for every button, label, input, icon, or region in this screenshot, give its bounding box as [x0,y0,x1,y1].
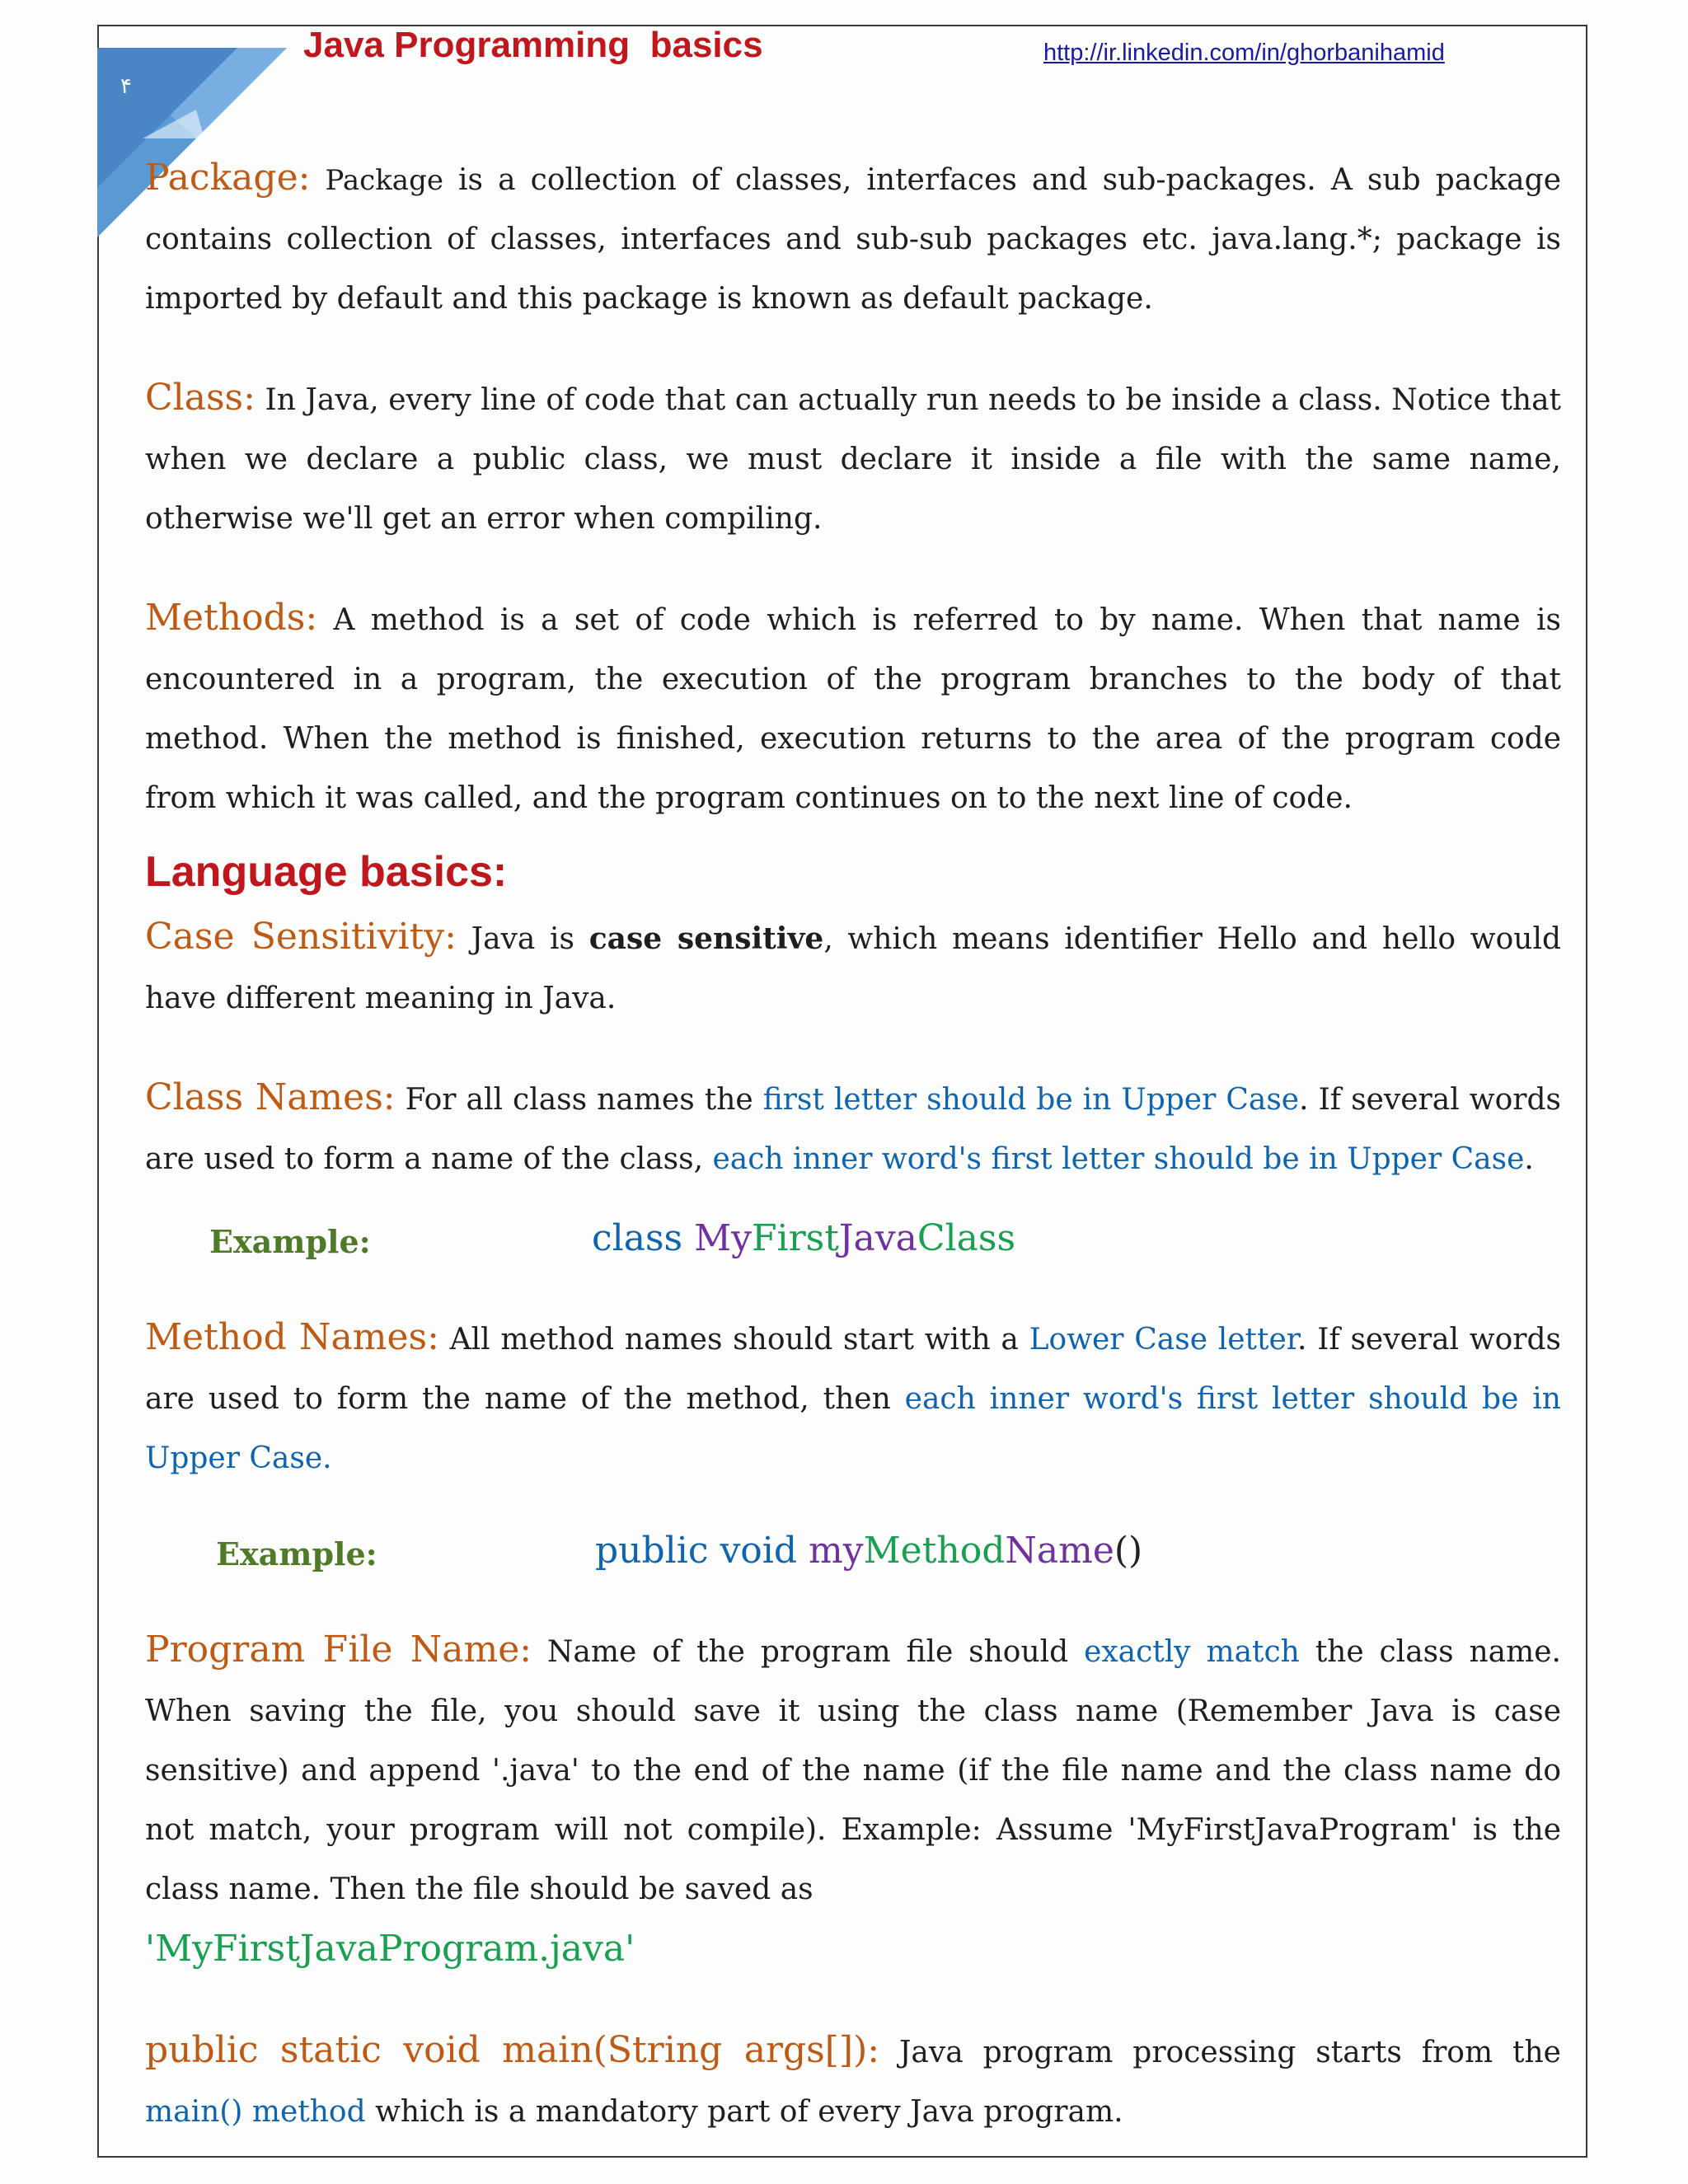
method-names-text-1: All method names should start with a [438,1323,1029,1357]
main-method-text-2: which is a mandatory part of every Java program. [365,2095,1123,2129]
program-file-name-paragraph [145,1620,1561,1981]
language-basics-heading: Language basics: [145,848,508,896]
class-name-example [145,1209,1561,1268]
methods-text: A method is a set of code which is referred to by name. When that name is encountered in a program, the execution of the program branches to the body of that method. When the method is finished, execution returns to the area of the program code from which it was called, and the program continues on to the next line of code. [145,603,1561,815]
main-method-term: public static void main(String args[]): [145,2029,880,2071]
class-names-highlight-2: each inner word's first letter should be in Upper Case [712,1142,1525,1176]
methods-paragraph [145,588,1561,828]
code-part: Method [863,1530,1006,1572]
package-paragraph [145,148,1561,329]
method-names-term: Method Names: [145,1316,439,1358]
main-method-text-1: Java program processing starts from the [879,2036,1561,2069]
class-term: Class: [145,377,256,419]
class-names-text-2: . If several words are used to form a name of the class, [145,1083,1561,1176]
example-filename: 'MyFirstJavaProgram.java' [145,1928,635,1970]
code-part: Name [1005,1530,1114,1572]
main-method-highlight: main() method [145,2095,366,2129]
package-text: is a collection of classes, interfaces and sub-packages. A sub package contains collection of classes, interfaces and sub-sub packages etc. java.lang.*; package is imported by default and this package is known as default package. [145,163,1561,316]
class-text: In Java, every line of code that can actually run needs to be inside a class. Notice that when we declare a public class, we must declare it inside a file with the same name, otherwise we'll get an error when compiling. [145,383,1561,536]
main-content [145,148,1561,2182]
main-method-paragraph [145,2021,1561,2142]
case-sensitivity-text-2: , which means identifier Hello and hello would have different meaning in Java. [145,922,1562,1015]
case-sensitive-bold: case sensitive [588,921,824,956]
method-example-code [595,1521,1142,1581]
class-example-label: Example: [209,1223,371,1260]
code-part: Java [838,1217,917,1259]
method-names-text-2: . If several words are used to form the name of the method, then [145,1323,1561,1416]
method-names-highlight-1: Lower Case letter [1029,1323,1298,1357]
program-file-name-text-1: Name of the program file should [532,1635,1085,1669]
linkedin-link[interactable]: http://ir.linkedin.com/in/ghorbanihamid [1043,40,1445,66]
case-sensitivity-text-1: Java is [456,922,589,956]
code-part: my [809,1530,864,1572]
code-part: public void [595,1530,809,1572]
method-name-example [145,1521,1561,1581]
code-part: () [1114,1530,1143,1572]
class-names-text-3: . [1524,1142,1534,1176]
class-names-highlight-1: first letter should be in Upper Case [762,1083,1300,1117]
case-sensitivity-paragraph [145,907,1561,1029]
document-title: Java Programming basics [303,25,763,65]
code-part: First [752,1217,839,1259]
method-names-highlight-2: each inner word's first letter should be in Upper Case. [145,1382,1561,1475]
program-file-name-term: Program File Name: [145,1629,532,1671]
code-part: My [694,1217,753,1259]
class-example-code [592,1209,1015,1268]
class-names-text-1: For all class names the [395,1083,763,1117]
class-paragraph [145,368,1561,549]
method-names-paragraph [145,1308,1561,1488]
program-file-name-highlight: exactly match [1084,1635,1300,1669]
program-file-name-text-2: the class name. When saving the file, you should save it using the class name (Remember Java is case sensitive) and append '.java' to the end of the name (if the file name and the class name do not match, your program will not compile). Example: Assume 'MyFirstJavaProgram' is the class name. Then the file should be saved as [145,1635,1561,1906]
package-term: Package: [145,157,311,199]
page-number: ۴ [120,74,132,99]
code-part: Class [917,1217,1016,1259]
code-part: class [592,1217,695,1259]
package-word: Package [325,164,443,197]
class-names-term: Class Names: [145,1076,396,1118]
method-example-label: Example: [216,1535,377,1572]
methods-term: Methods: [145,597,318,639]
class-names-paragraph [145,1068,1561,1189]
case-sensitivity-term: Case Sensitivity: [145,916,457,958]
